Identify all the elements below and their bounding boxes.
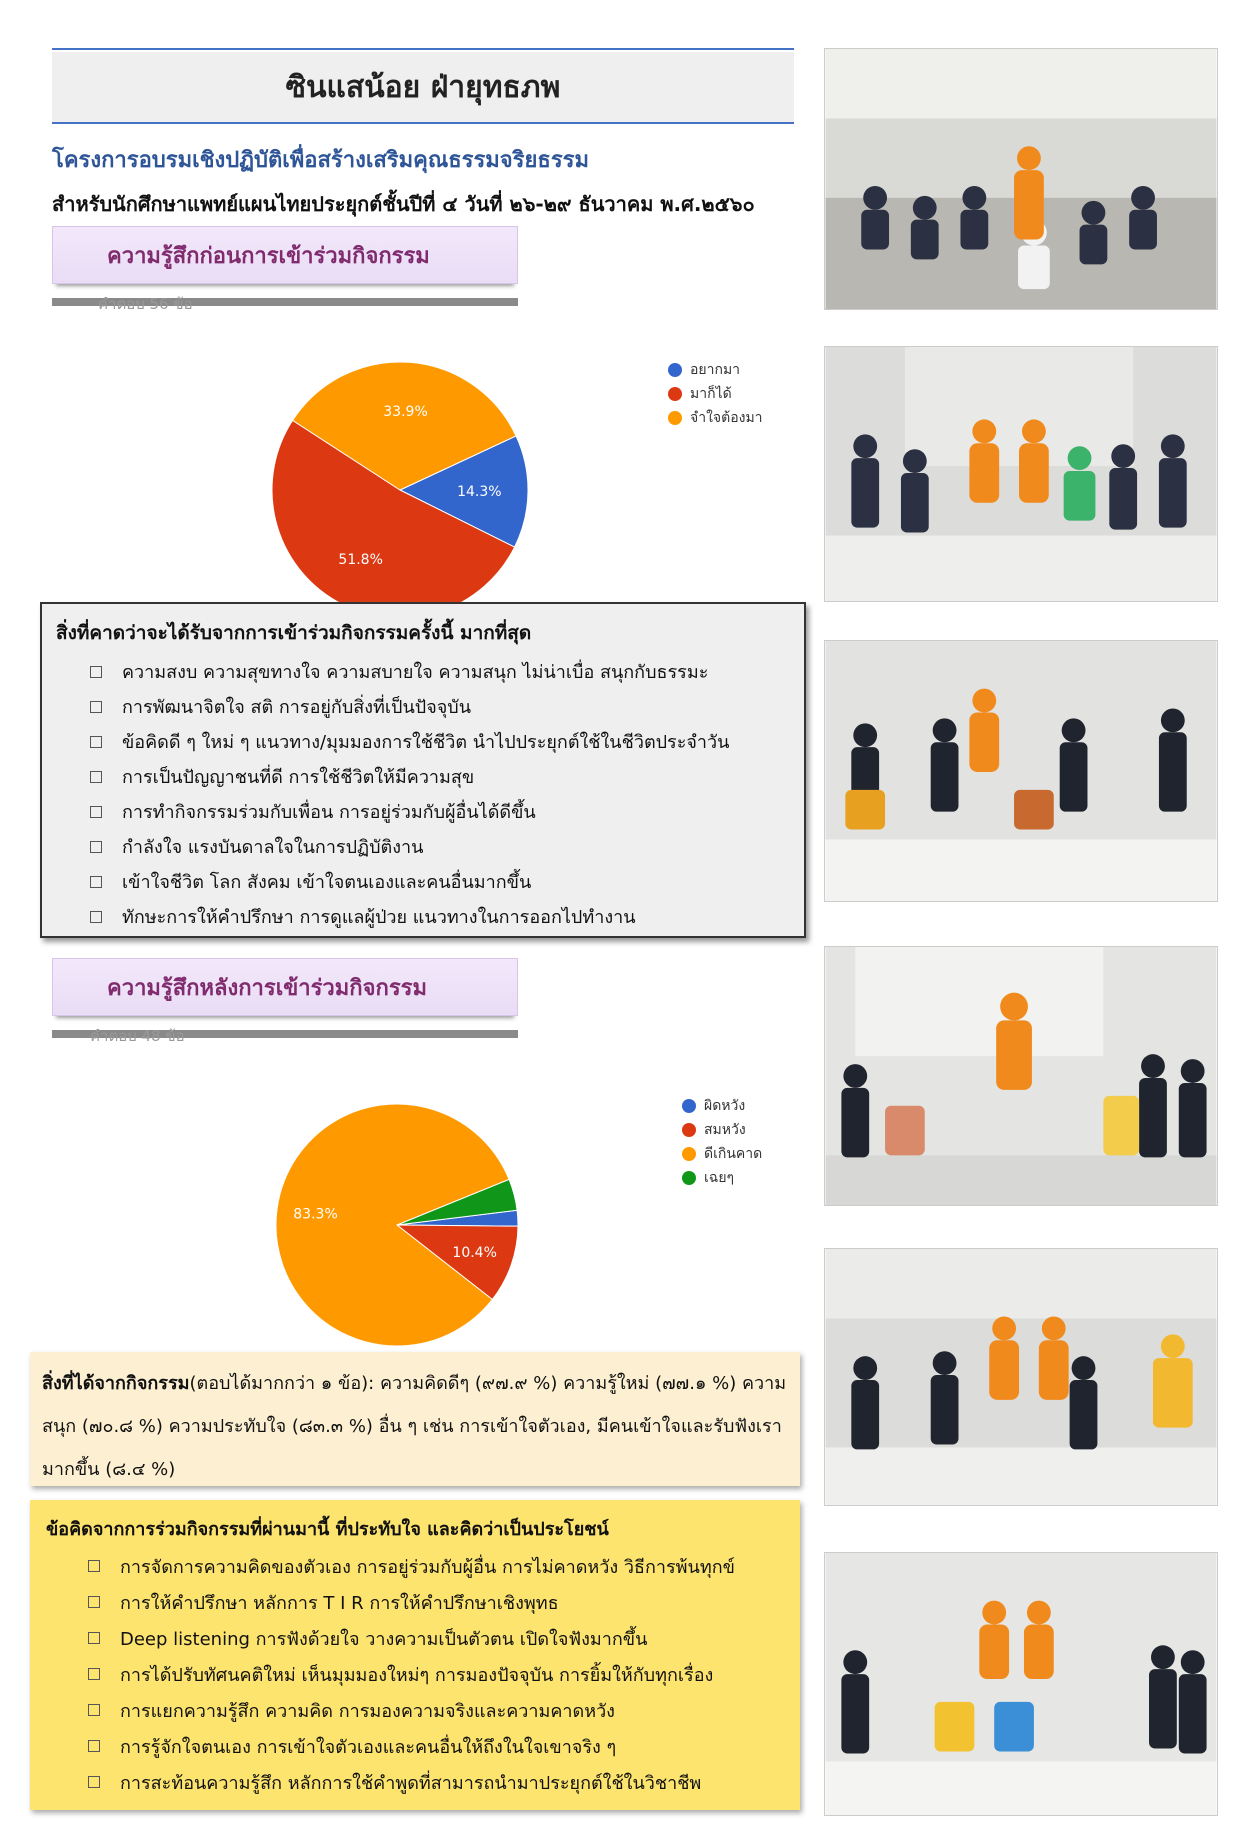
insight-item: [88, 1692, 735, 1728]
expectation-item: [90, 759, 729, 794]
legend-label: เฉยๆ: [704, 1170, 735, 1186]
expectation-item-text: กำลังใจ แรงบันดาลใจในการปฏิบัติงาน: [122, 837, 424, 858]
checkbox-bullet-icon: [88, 1596, 100, 1608]
after-pie-chart: [274, 1102, 520, 1348]
legend-swatch: [682, 1099, 696, 1113]
expectation-item: [90, 724, 729, 759]
insight-item-text: การจัดการความคิดของตัวเอง การอยู่ร่วมกับผู้อื่น การไม่คาดหวัง วิธีการพ้นทุกข์: [120, 1556, 735, 1578]
checkbox-bullet-icon: [88, 1560, 100, 1572]
before-section-label-text: ความรู้สึกก่อนการเข้าร่วมกิจกรรม: [107, 243, 430, 269]
insight-item: [88, 1548, 735, 1584]
legend-entry: [668, 406, 763, 430]
checkbox-bullet-icon: [90, 911, 102, 923]
insight-item-text: การรู้จักใจตนเอง การเข้าใจตัวเองและคนอื่นให้ถึงในใจเขาจริง ๆ: [120, 1736, 617, 1758]
expectation-item: [90, 899, 729, 934]
checkbox-bullet-icon: [90, 736, 102, 748]
insight-item: [88, 1656, 735, 1692]
legend-swatch: [682, 1123, 696, 1137]
checkbox-bullet-icon: [88, 1668, 100, 1680]
after-response-count: คำตอบ 48 ข้อ: [90, 1027, 185, 1045]
legend-label: ดีเกินคาด: [704, 1146, 763, 1162]
project-title: โครงการอบรมเชิงปฏิบัติเพื่อสร้างเสริมคุณธรรมจริยธรรม: [52, 148, 589, 173]
after-chart-legend: [682, 1094, 762, 1190]
before-section-label: [52, 226, 518, 284]
checkbox-bullet-icon: [88, 1632, 100, 1644]
expectation-item: [90, 829, 729, 864]
project-subtitle: สำหรับนักศึกษาแพทย์แผนไทยประยุกต์ชั้นปีที่ ๔ วันที่ ๒๖-๒๙ ธันวาคม พ.ศ.๒๕๖๐: [52, 192, 755, 216]
insight-item-text: การแยกความรู้สึก ความคิด การมองความจริงและความคาดหวัง: [120, 1700, 615, 1722]
pie-value-label: 10.4%: [452, 1245, 497, 1262]
insight-item: [88, 1764, 735, 1800]
checkbox-bullet-icon: [88, 1740, 100, 1752]
legend-label: จำใจต้องมา: [690, 410, 763, 426]
checkbox-bullet-icon: [90, 806, 102, 818]
legend-label: อยากมา: [690, 362, 741, 378]
insight-item-text: การได้ปรับทัศนคติใหม่ เห็นมุมมองใหม่ๆ การมองปัจจุบัน การยิ้มให้กับทุกเรื่อง: [120, 1664, 714, 1686]
expectations-box: [40, 602, 806, 938]
expectation-item-text: ความสงบ ความสุขทางใจ ความสบายใจ ความสนุก ไม่น่าเบื่อ สนุกกับธรรมะ: [122, 662, 709, 683]
insight-item-text: Deep listening การฟังด้วยใจ วางความเป็นตัวตน เปิดใจฟังมากขึ้น: [120, 1628, 648, 1650]
expectation-item-text: การเป็นปัญญาชนที่ดี การใช้ชีวิตให้มีความสุข: [122, 767, 475, 788]
results-text: (ตอบได้มากกว่า ๑ ข้อ): ความคิดดีๆ (๙๗.๙ %) ความรู้ใหม่ (๗๗.๑ %) ความสนุก (๗๐.๘ %) ความประทับใจ (๘๓.๓ %) อื่น ๆ เช่น การเข้าใจตัวเอง, มีคนเข้าใจและรับฟังเรามากขึ้น (๘.๔ %): [42, 1373, 787, 1480]
insight-item: [88, 1620, 735, 1656]
before-pie-chart: [270, 360, 530, 620]
checkbox-bullet-icon: [90, 771, 102, 783]
legend-label: มาก็ได้: [690, 386, 732, 402]
insight-item-text: การสะท้อนความรู้สึก หลักการใช้คำพูดที่สามารถนำมาประยุกต์ใช้ในวิชาชีพ: [120, 1772, 702, 1794]
insight-item-text: การให้คำปรึกษา หลักการ T I R การให้คำปรึกษาเชิงพุทธ: [120, 1592, 559, 1614]
legend-swatch: [682, 1147, 696, 1161]
expectation-item-text: การพัฒนาจิตใจ สติ การอยู่กับสิ่งที่เป็นปัจจุบัน: [122, 697, 472, 718]
checkbox-bullet-icon: [90, 876, 102, 888]
expectation-item: [90, 864, 729, 899]
after-section-label: [52, 958, 518, 1016]
checkbox-bullet-icon: [88, 1704, 100, 1716]
expectation-item-text: ข้อคิดดี ๆ ใหม่ ๆ แนวทาง/มุมมองการใช้ชีวิต นำไปประยุกต์ใช้ในชีวิตประจำวัน: [122, 732, 730, 753]
activity-photo-4: [824, 946, 1218, 1206]
before-chart-legend: [668, 358, 763, 430]
insight-item: [88, 1584, 735, 1620]
activity-photo-5: [824, 1248, 1218, 1506]
legend-label: ผิดหวัง: [704, 1098, 746, 1114]
insights-title: ข้อคิดจากการร่วมกิจกรรมที่ผ่านมานี้ ที่ประทับใจ และคิดว่าเป็นประโยชน์: [46, 1519, 609, 1540]
legend-entry: [682, 1118, 762, 1142]
pie-value-label: 51.8%: [338, 551, 383, 568]
expectation-item-text: การทำกิจกรรมร่วมกับเพื่อน การอยู่ร่วมกับผู้อื่นได้ดีขึ้น: [122, 802, 536, 823]
expectation-item: [90, 794, 729, 829]
activity-photo-3: [824, 640, 1218, 902]
page-title: ซินแสน้อย ฝ่ายุทธภพ: [52, 52, 794, 124]
results-label: สิ่งที่ได้จากกิจกรรม: [42, 1373, 190, 1394]
before-response-count: คำตอบ 56 ข้อ: [98, 295, 193, 313]
checkbox-bullet-icon: [90, 666, 102, 678]
insights-box: [30, 1500, 800, 1810]
legend-label: สมหวัง: [704, 1122, 746, 1138]
after-section-label-text: ความรู้สึกหลังการเข้าร่วมกิจกรรม: [107, 975, 427, 1001]
legend-entry: [668, 358, 763, 382]
pie-value-label: 14.3%: [457, 484, 502, 501]
results-box: [30, 1352, 800, 1486]
checkbox-bullet-icon: [90, 701, 102, 713]
expectation-item: [90, 689, 729, 724]
expectation-item: [90, 654, 729, 689]
expectation-item-text: เข้าใจชีวิต โลก สังคม เข้าใจตนเองและคนอื่นมากขึ้น: [122, 872, 532, 893]
pie-value-label: 83.3%: [293, 1206, 338, 1223]
legend-entry: [668, 382, 763, 406]
header-rule: [52, 48, 794, 50]
activity-photo-2: [824, 346, 1218, 602]
insight-item: [88, 1728, 735, 1764]
legend-swatch: [668, 411, 682, 425]
insights-list: [88, 1548, 735, 1800]
legend-entry: [682, 1142, 762, 1166]
activity-photo-6: [824, 1552, 1218, 1816]
legend-entry: [682, 1094, 762, 1118]
expectation-item-text: ทักษะการให้คำปรึกษา การดูแลผู้ป่วย แนวทางในการออกไปทำงาน: [122, 907, 636, 928]
activity-photo-1: [824, 48, 1218, 310]
legend-swatch: [682, 1171, 696, 1185]
legend-swatch: [668, 363, 682, 377]
legend-entry: [682, 1166, 762, 1190]
expectations-title: สิ่งที่คาดว่าจะได้รับจากการเข้าร่วมกิจกรรมครั้งนี้ มากที่สุด: [56, 622, 532, 644]
checkbox-bullet-icon: [90, 841, 102, 853]
legend-swatch: [668, 387, 682, 401]
expectations-list: [90, 654, 729, 934]
pie-value-label: 33.9%: [383, 403, 428, 420]
checkbox-bullet-icon: [88, 1776, 100, 1788]
